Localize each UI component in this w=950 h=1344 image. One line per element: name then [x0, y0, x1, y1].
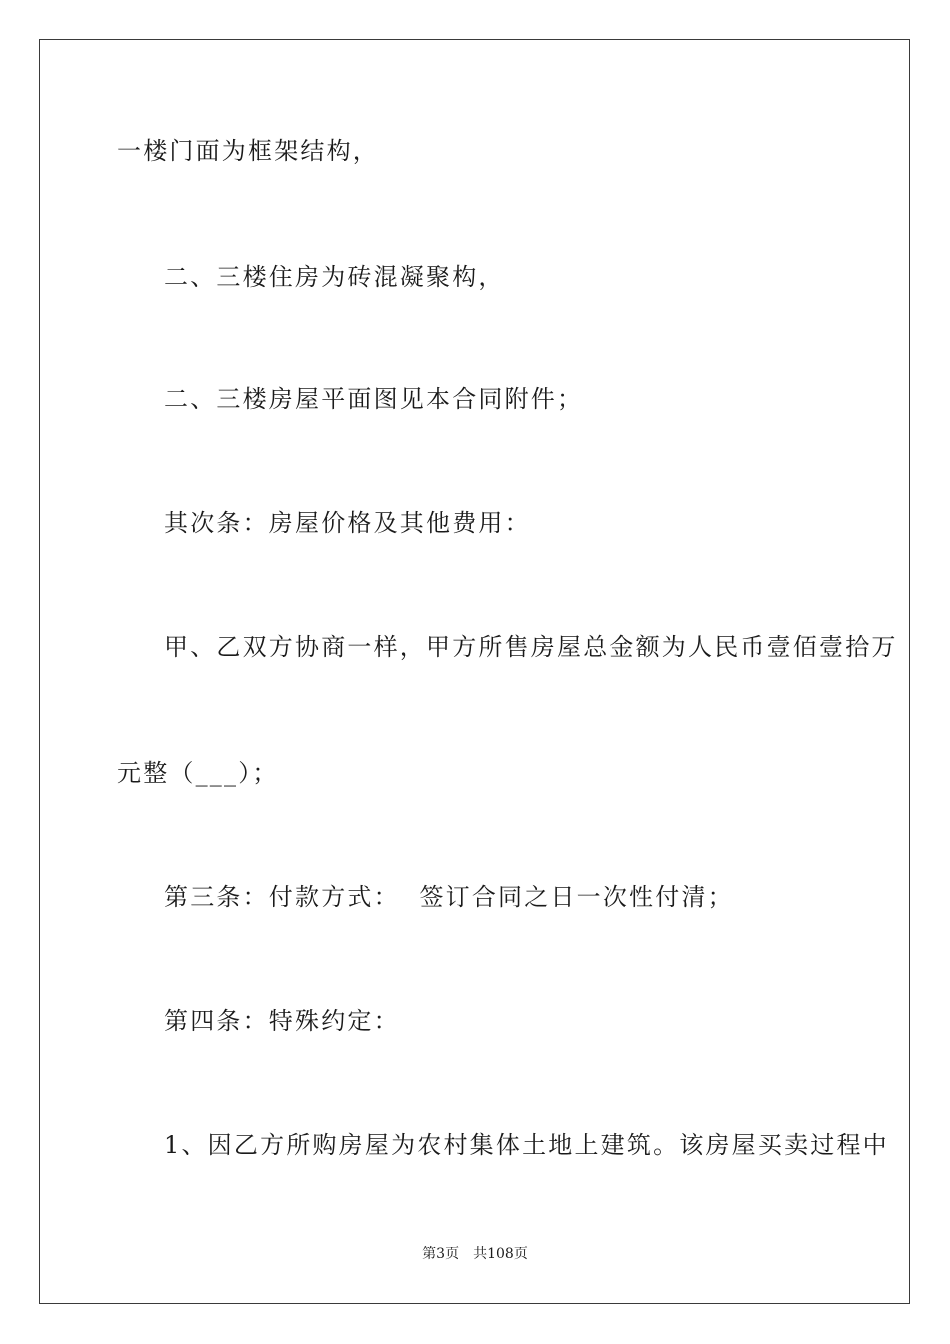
text-line-3: 二、三楼房屋平面图见本合同附件；	[164, 385, 584, 413]
page-number: 第3页	[422, 1246, 460, 1262]
text-line-9: 1、因乙方所购房屋为农村集体土地上建筑。该房屋买卖过程中	[164, 1131, 889, 1159]
page-total: 共108页	[473, 1246, 528, 1262]
text-line-1: 一楼门面为框架结构，	[117, 137, 379, 165]
text-line-5: 甲、乙双方协商一样，甲方所售房屋总金额为人民币壹佰壹拾万	[164, 633, 898, 661]
text-line-8: 第四条：特殊约定：	[164, 1007, 400, 1035]
page-border	[39, 39, 910, 1304]
text-line-4: 其次条：房屋价格及其他费用：	[164, 509, 531, 537]
text-line-7: 第三条：付款方式： 签订合同之日一次性付清；	[164, 883, 734, 911]
text-line-2: 二、三楼住房为砖混凝聚构，	[164, 263, 505, 291]
page-footer	[0, 1244, 950, 1264]
text-line-6: 元整（___）；	[117, 759, 279, 787]
